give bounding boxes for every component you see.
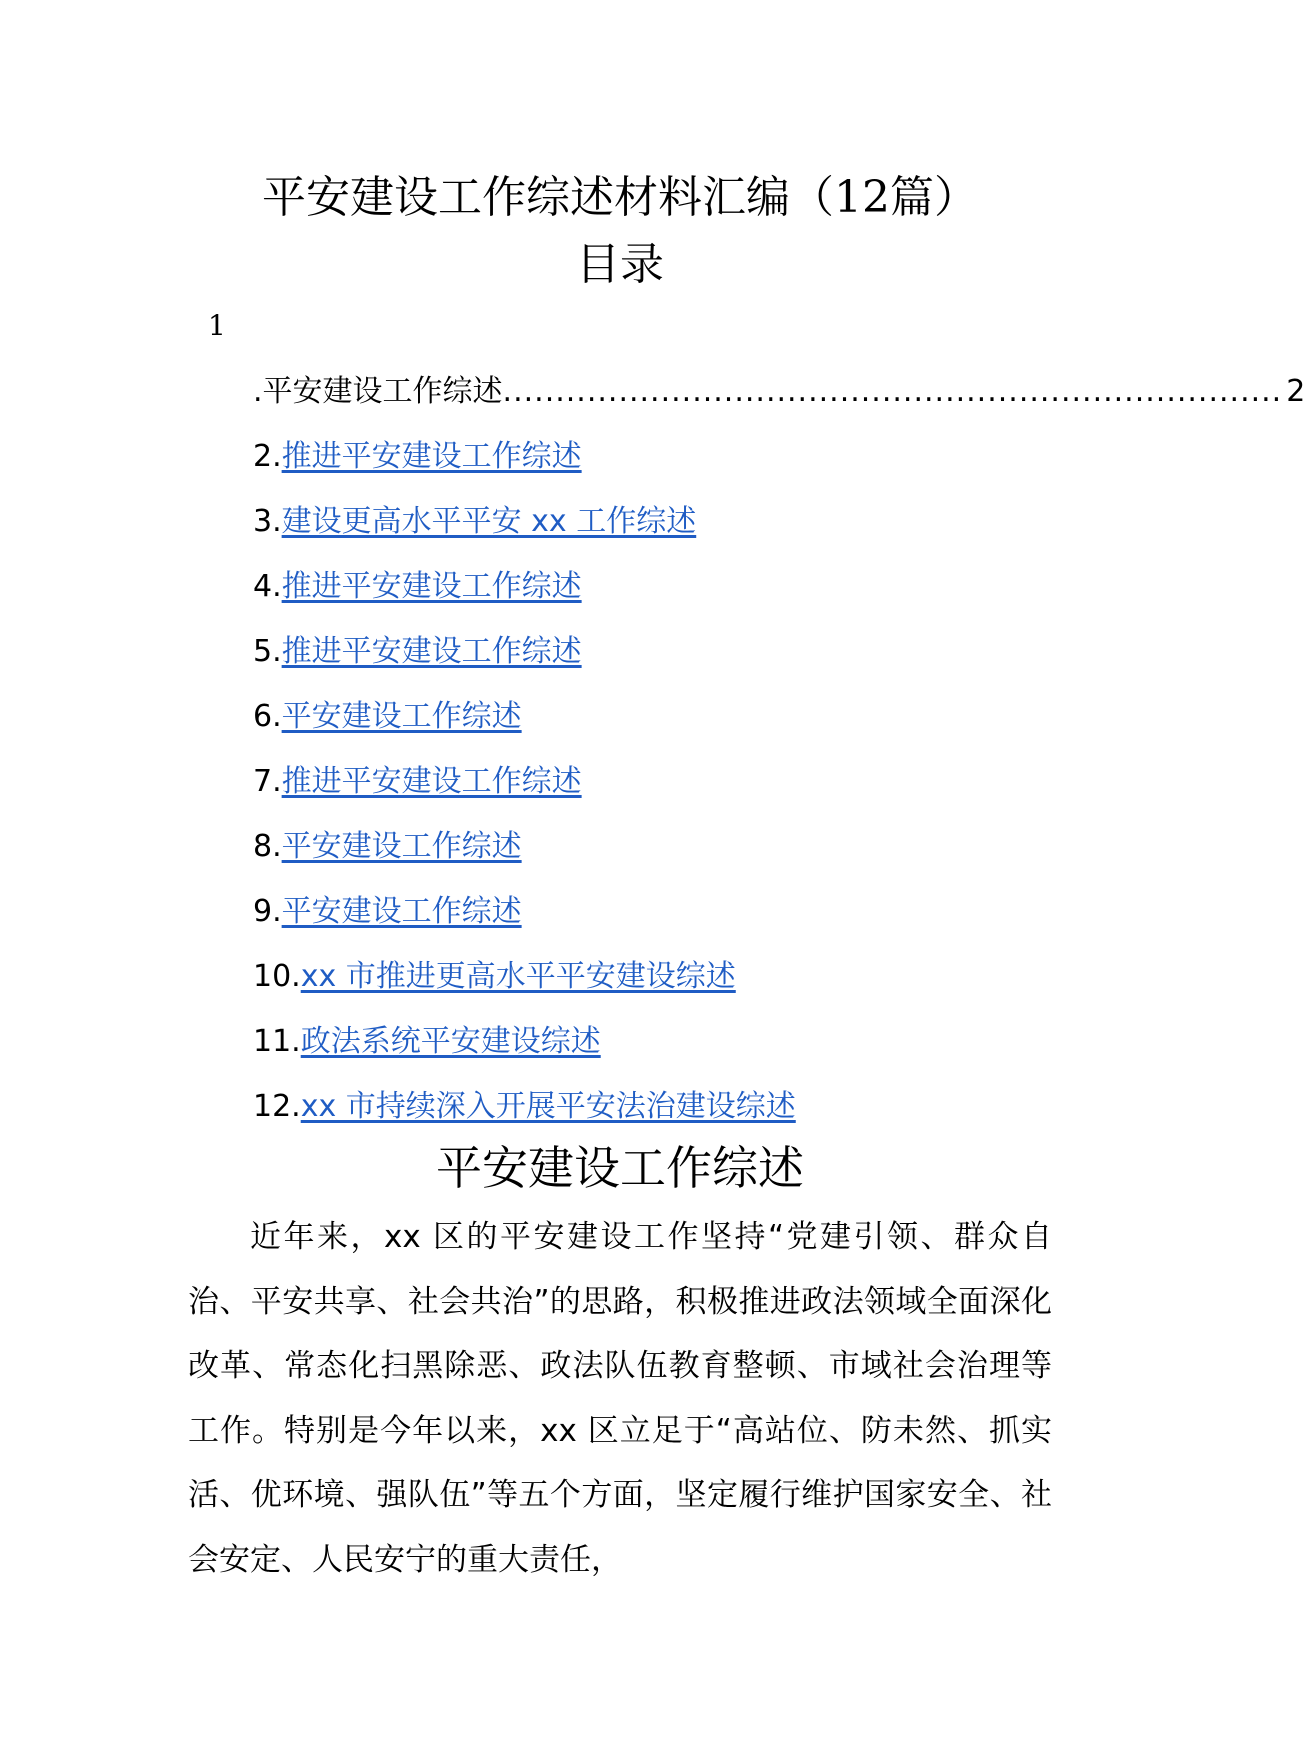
toc-item-link[interactable]: 推进平安建设工作综述: [281, 439, 582, 474]
toc-item-number: 4.: [253, 569, 282, 604]
document-title-prefix: 平安建设工作综述材料汇编（: [262, 172, 834, 223]
toc-item-link[interactable]: xx 市推进更高水平平安建设综述: [300, 959, 736, 994]
body-paragraph: 近年来，xx 区的平安建设工作坚持“党建引领、群众自治、平安共享、社会共治”的思路，积极推进政法领域全面深化改革、常态化扫黑除恶、政法队伍教育整顿、市域社会治理等工作。特别是今年以来，xx 区立足于“高站位、防未然、抓实活、优环境、强队伍”等五个方面，坚定履行维护国家安全、社会安定、人民安宁的重大责任，: [188, 1219, 1052, 1578]
toc-item-number: 8.: [253, 829, 282, 864]
toc-marker: 1: [208, 309, 226, 342]
toc-item-number: 11.: [253, 1024, 301, 1059]
toc-item-11[interactable]: [253, 1020, 1053, 1085]
toc-item-5[interactable]: [253, 630, 1053, 695]
toc-item-2[interactable]: [253, 435, 1053, 500]
toc-item-link[interactable]: 推进平安建设工作综述: [281, 569, 582, 604]
toc-item-6[interactable]: [253, 695, 1053, 760]
toc-page-number: 2: [1286, 374, 1305, 409]
toc-item-8[interactable]: [253, 825, 1053, 890]
body-paragraph-container: [188, 1205, 1052, 1592]
toc-item-number: 3.: [253, 504, 282, 539]
toc-item-number: 6.: [253, 699, 282, 734]
toc-item-link[interactable]: 推进平安建设工作综述: [281, 634, 582, 669]
toc-item-link[interactable]: 建设更高水平平安 xx 工作综述: [281, 504, 697, 539]
toc-item-link[interactable]: 平安建设工作综述: [281, 699, 522, 734]
toc-item-10[interactable]: [253, 955, 1053, 1020]
toc-item-link[interactable]: xx 市持续深入开展平安法治建设综述: [300, 1089, 796, 1124]
document-title: [0, 168, 1240, 228]
document-title-suffix: 篇）: [890, 172, 978, 223]
toc-item-4[interactable]: [253, 565, 1053, 630]
toc-item-number: 10.: [253, 959, 301, 994]
toc-heading: 目录: [576, 239, 664, 290]
toc-item-number: 2.: [253, 439, 282, 474]
table-of-contents: [253, 370, 1305, 1150]
toc-item-number: 9.: [253, 894, 282, 929]
toc-leader-dots: ..........................................................................: [502, 374, 1283, 409]
toc-item-1[interactable]: [253, 370, 1305, 435]
toc-item-link[interactable]: 推进平安建设工作综述: [281, 764, 582, 799]
section-title: 平安建设工作综述: [436, 1141, 804, 1195]
toc-list: [253, 435, 1053, 1150]
toc-item-label: .平安建设工作综述: [253, 374, 503, 409]
toc-item-number: 7.: [253, 764, 282, 799]
document-title-number: 12: [834, 172, 890, 223]
toc-item-number: 12.: [253, 1089, 301, 1124]
toc-item-9[interactable]: [253, 890, 1053, 955]
toc-item-3[interactable]: [253, 500, 1053, 565]
toc-item-number: 5.: [253, 634, 282, 669]
toc-item-link[interactable]: 平安建设工作综述: [281, 829, 522, 864]
toc-item-link[interactable]: 平安建设工作综述: [281, 894, 522, 929]
toc-item-link[interactable]: 政法系统平安建设综述: [300, 1024, 601, 1059]
toc-item-7[interactable]: [253, 760, 1053, 825]
